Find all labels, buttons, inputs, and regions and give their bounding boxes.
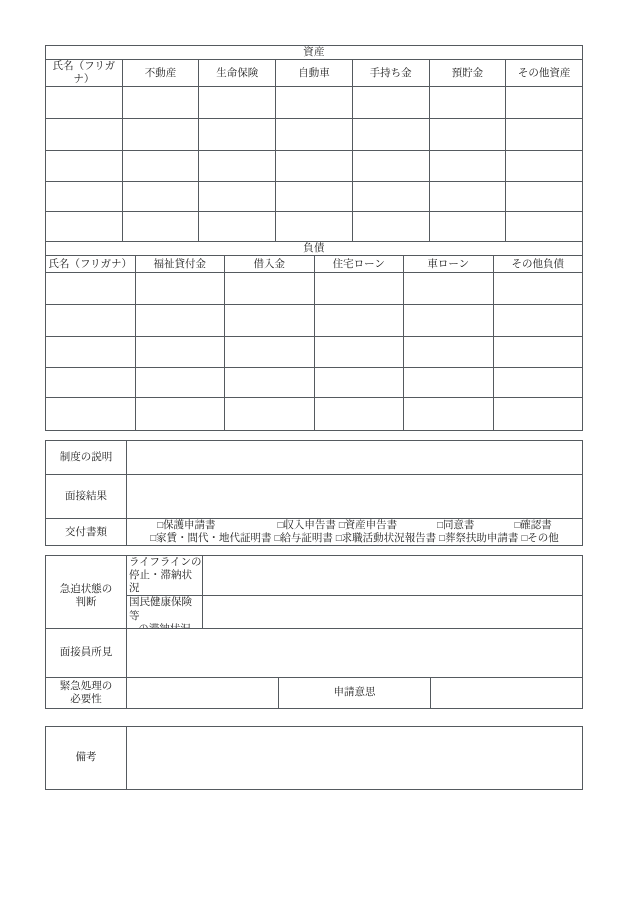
- checkbox-shisan-shinkokusho[interactable]: [339, 519, 397, 532]
- assets-col-cash: 手持ち金: [352, 60, 429, 87]
- table-row: [46, 119, 583, 151]
- liabilities-cell[interactable]: [314, 337, 404, 368]
- assets-cell[interactable]: [46, 119, 123, 151]
- urgency-judgement-label: 急迫状態の 判断: [46, 556, 127, 637]
- table-row: [46, 273, 583, 305]
- table-row: [46, 151, 583, 182]
- application-intent-value[interactable]: [431, 678, 583, 709]
- liabilities-cell[interactable]: [46, 273, 136, 305]
- table-row: [46, 337, 583, 368]
- explanation-result-documents-table: [45, 440, 583, 546]
- checkbox-label: 葬祭扶助申請書: [444, 533, 519, 545]
- liabilities-cell[interactable]: [225, 273, 315, 305]
- checkbox-icon: □: [335, 533, 342, 545]
- assets-cell[interactable]: [276, 119, 353, 151]
- checkbox-icon: □: [521, 533, 528, 545]
- assets-col-name: 氏名（フリガナ）: [46, 60, 123, 87]
- assets-cell[interactable]: [429, 212, 506, 245]
- assets-cell[interactable]: [46, 212, 123, 245]
- emergency-necessity-label: 緊急処理の 必要性: [46, 678, 127, 709]
- liabilities-cell[interactable]: [225, 368, 315, 398]
- liabilities-col-carloan: 車ローン: [404, 256, 494, 273]
- assets-cell[interactable]: [122, 182, 199, 212]
- liabilities-cell[interactable]: [404, 398, 494, 431]
- assets-cell[interactable]: [506, 182, 583, 212]
- checkbox-label: 給与証明書: [280, 533, 333, 545]
- liabilities-cell[interactable]: [135, 368, 225, 398]
- system-explanation-value[interactable]: [127, 441, 583, 475]
- checkbox-label: 保護申請書: [163, 520, 216, 531]
- interview-result-value[interactable]: [127, 475, 583, 519]
- table-row: [46, 87, 583, 119]
- interviewer-opinion-label: 面接員所見: [46, 629, 127, 678]
- liabilities-title: 負債: [46, 242, 583, 256]
- assets-cell[interactable]: [46, 151, 123, 182]
- lifeline-status-row: [46, 556, 583, 596]
- assets-cell[interactable]: [199, 182, 276, 212]
- liabilities-cell[interactable]: [46, 368, 136, 398]
- interview-result-row: [46, 475, 583, 519]
- assets-cell[interactable]: [122, 87, 199, 119]
- system-explanation-label: 制度の説明: [46, 441, 127, 475]
- assets-cell[interactable]: [429, 119, 506, 151]
- assets-cell[interactable]: [199, 119, 276, 151]
- liabilities-cell[interactable]: [493, 337, 583, 368]
- checkbox-shunyu-shinkokusho[interactable]: [278, 519, 336, 532]
- table-row: [46, 368, 583, 398]
- liabilities-cell[interactable]: [493, 305, 583, 337]
- table-row: [46, 212, 583, 245]
- remarks-table: [45, 726, 583, 790]
- system-explanation-row: [46, 441, 583, 475]
- liabilities-col-welfareloan: 福祉貸付金: [135, 256, 225, 273]
- assets-col-lifeinsurance: 生命保険: [199, 60, 276, 87]
- liabilities-cell[interactable]: [314, 273, 404, 305]
- remarks-label: 備考: [46, 727, 127, 790]
- interview-result-label: 面接結果: [46, 475, 127, 519]
- liabilities-col-other: その他負債: [493, 256, 583, 273]
- assets-cell[interactable]: [276, 212, 353, 245]
- assets-cell[interactable]: [506, 212, 583, 245]
- liabilities-cell[interactable]: [314, 305, 404, 337]
- liabilities-cell[interactable]: [46, 398, 136, 431]
- checkbox-label: 同意書: [442, 520, 475, 531]
- interviewer-opinion-row: [46, 629, 583, 678]
- assets-cell[interactable]: [352, 87, 429, 119]
- checkbox-icon: □: [437, 520, 443, 531]
- assets-cell[interactable]: [352, 151, 429, 182]
- assets-col-car: 自動車: [276, 60, 353, 87]
- opinion-emergency-table: [45, 628, 583, 709]
- lifeline-status-label: ライフラインの 停止・滞納状況: [127, 556, 203, 596]
- documents-issued-line-2: [127, 532, 582, 545]
- assets-col-other: その他資産: [506, 60, 583, 87]
- checkbox-label: 資産申告書: [344, 520, 398, 531]
- checkbox-label: 求職活動状況報告書: [341, 533, 437, 545]
- checkbox-label: 確認書: [520, 520, 552, 531]
- table-row: [46, 182, 583, 212]
- assets-col-realestate: 不動産: [122, 60, 199, 87]
- lifeline-status-value[interactable]: [203, 556, 583, 596]
- liabilities-cell[interactable]: [135, 337, 225, 368]
- assets-cell[interactable]: [122, 119, 199, 151]
- documents-issued-label: 交付書類: [46, 519, 127, 546]
- liabilities-cell[interactable]: [404, 305, 494, 337]
- liabilities-cell[interactable]: [493, 368, 583, 398]
- table-row: [46, 398, 583, 431]
- urgency-judgement-table: [45, 555, 583, 637]
- health-insurance-status-label: 国民健康保険等: [127, 596, 203, 636]
- liabilities-cell[interactable]: [225, 305, 315, 337]
- liabilities-cell[interactable]: [404, 368, 494, 398]
- liabilities-col-borrowing: 借入金: [225, 256, 315, 273]
- checkbox-hogo-shinseisho[interactable]: [157, 519, 215, 532]
- liabilities-cell[interactable]: [135, 273, 225, 305]
- checkbox-sosai-fujo-shinseisho[interactable]: [439, 532, 518, 545]
- table-row: [46, 305, 583, 337]
- checkbox-icon: □: [157, 520, 164, 531]
- assets-cell[interactable]: [122, 212, 199, 245]
- checkbox-icon: □: [338, 520, 345, 531]
- assets-cell[interactable]: [429, 87, 506, 119]
- liabilities-cell[interactable]: [493, 273, 583, 305]
- assets-cell[interactable]: [122, 151, 199, 182]
- assets-cell[interactable]: [352, 212, 429, 245]
- remarks-row: [46, 727, 583, 790]
- assets-title-row: [46, 46, 583, 60]
- checkbox-icon: □: [277, 520, 284, 531]
- checkbox-label: 収入申告書: [283, 520, 336, 531]
- liabilities-cell[interactable]: [46, 305, 136, 337]
- liabilities-title-row: [46, 242, 583, 256]
- checkbox-label: その他: [527, 533, 559, 545]
- assets-cell[interactable]: [199, 151, 276, 182]
- liabilities-cell[interactable]: [135, 398, 225, 431]
- assets-cell[interactable]: [506, 119, 583, 151]
- assets-cell[interactable]: [276, 182, 353, 212]
- checkbox-sonota[interactable]: [521, 532, 558, 545]
- assets-cell[interactable]: [429, 151, 506, 182]
- liabilities-cell[interactable]: [225, 337, 315, 368]
- assets-cell[interactable]: [46, 87, 123, 119]
- liabilities-cell[interactable]: [493, 398, 583, 431]
- assets-cell[interactable]: [276, 87, 353, 119]
- assets-title: 資産: [46, 46, 583, 60]
- checkbox-icon: □: [514, 520, 521, 531]
- liabilities-col-name: 氏名（フリガナ）: [46, 256, 136, 273]
- documents-issued-checkbox-group: [127, 519, 583, 546]
- assets-cell[interactable]: [506, 87, 583, 119]
- application-intent-label: 申請意思: [279, 678, 431, 709]
- liabilities-table: [45, 241, 583, 431]
- assets-cell[interactable]: [352, 119, 429, 151]
- checkbox-label: 家賃・間代・地代証明書: [156, 533, 272, 545]
- checkbox-icon: □: [150, 533, 157, 545]
- liabilities-cell[interactable]: [404, 273, 494, 305]
- interviewer-opinion-value[interactable]: [127, 629, 583, 678]
- liabilities-cell[interactable]: [225, 398, 315, 431]
- assets-cell[interactable]: [46, 182, 123, 212]
- assets-cell[interactable]: [199, 87, 276, 119]
- documents-issued-row: [46, 519, 583, 546]
- liabilities-col-mortgage: 住宅ローン: [314, 256, 404, 273]
- emergency-necessity-value[interactable]: [127, 678, 279, 709]
- checkbox-kyushoku-katsudo-hokokusho[interactable]: [336, 532, 436, 545]
- checkbox-yachin-shomeisho[interactable]: [150, 532, 271, 545]
- documents-issued-line-1: [127, 519, 582, 532]
- liabilities-cell[interactable]: [135, 305, 225, 337]
- liabilities-cell[interactable]: [46, 337, 136, 368]
- assets-cell[interactable]: [429, 182, 506, 212]
- emergency-necessity-row: [46, 678, 583, 709]
- checkbox-icon: □: [439, 533, 445, 545]
- liabilities-header-row: [46, 256, 583, 273]
- liabilities-cell[interactable]: [314, 398, 404, 431]
- assets-col-savings: 預貯金: [429, 60, 506, 87]
- checkbox-doisho[interactable]: [437, 519, 474, 532]
- liabilities-cell[interactable]: [314, 368, 404, 398]
- assets-header-row: [46, 60, 583, 87]
- checkbox-kakuninsho[interactable]: [514, 519, 551, 532]
- remarks-value[interactable]: [127, 727, 583, 790]
- assets-cell[interactable]: [352, 182, 429, 212]
- assets-cell[interactable]: [199, 212, 276, 245]
- assets-table: [45, 45, 583, 245]
- checkbox-icon: □: [274, 533, 281, 545]
- liabilities-cell[interactable]: [404, 337, 494, 368]
- assets-cell[interactable]: [506, 151, 583, 182]
- checkbox-kyuyo-shomeisho[interactable]: [275, 532, 333, 545]
- assets-cell[interactable]: [276, 151, 353, 182]
